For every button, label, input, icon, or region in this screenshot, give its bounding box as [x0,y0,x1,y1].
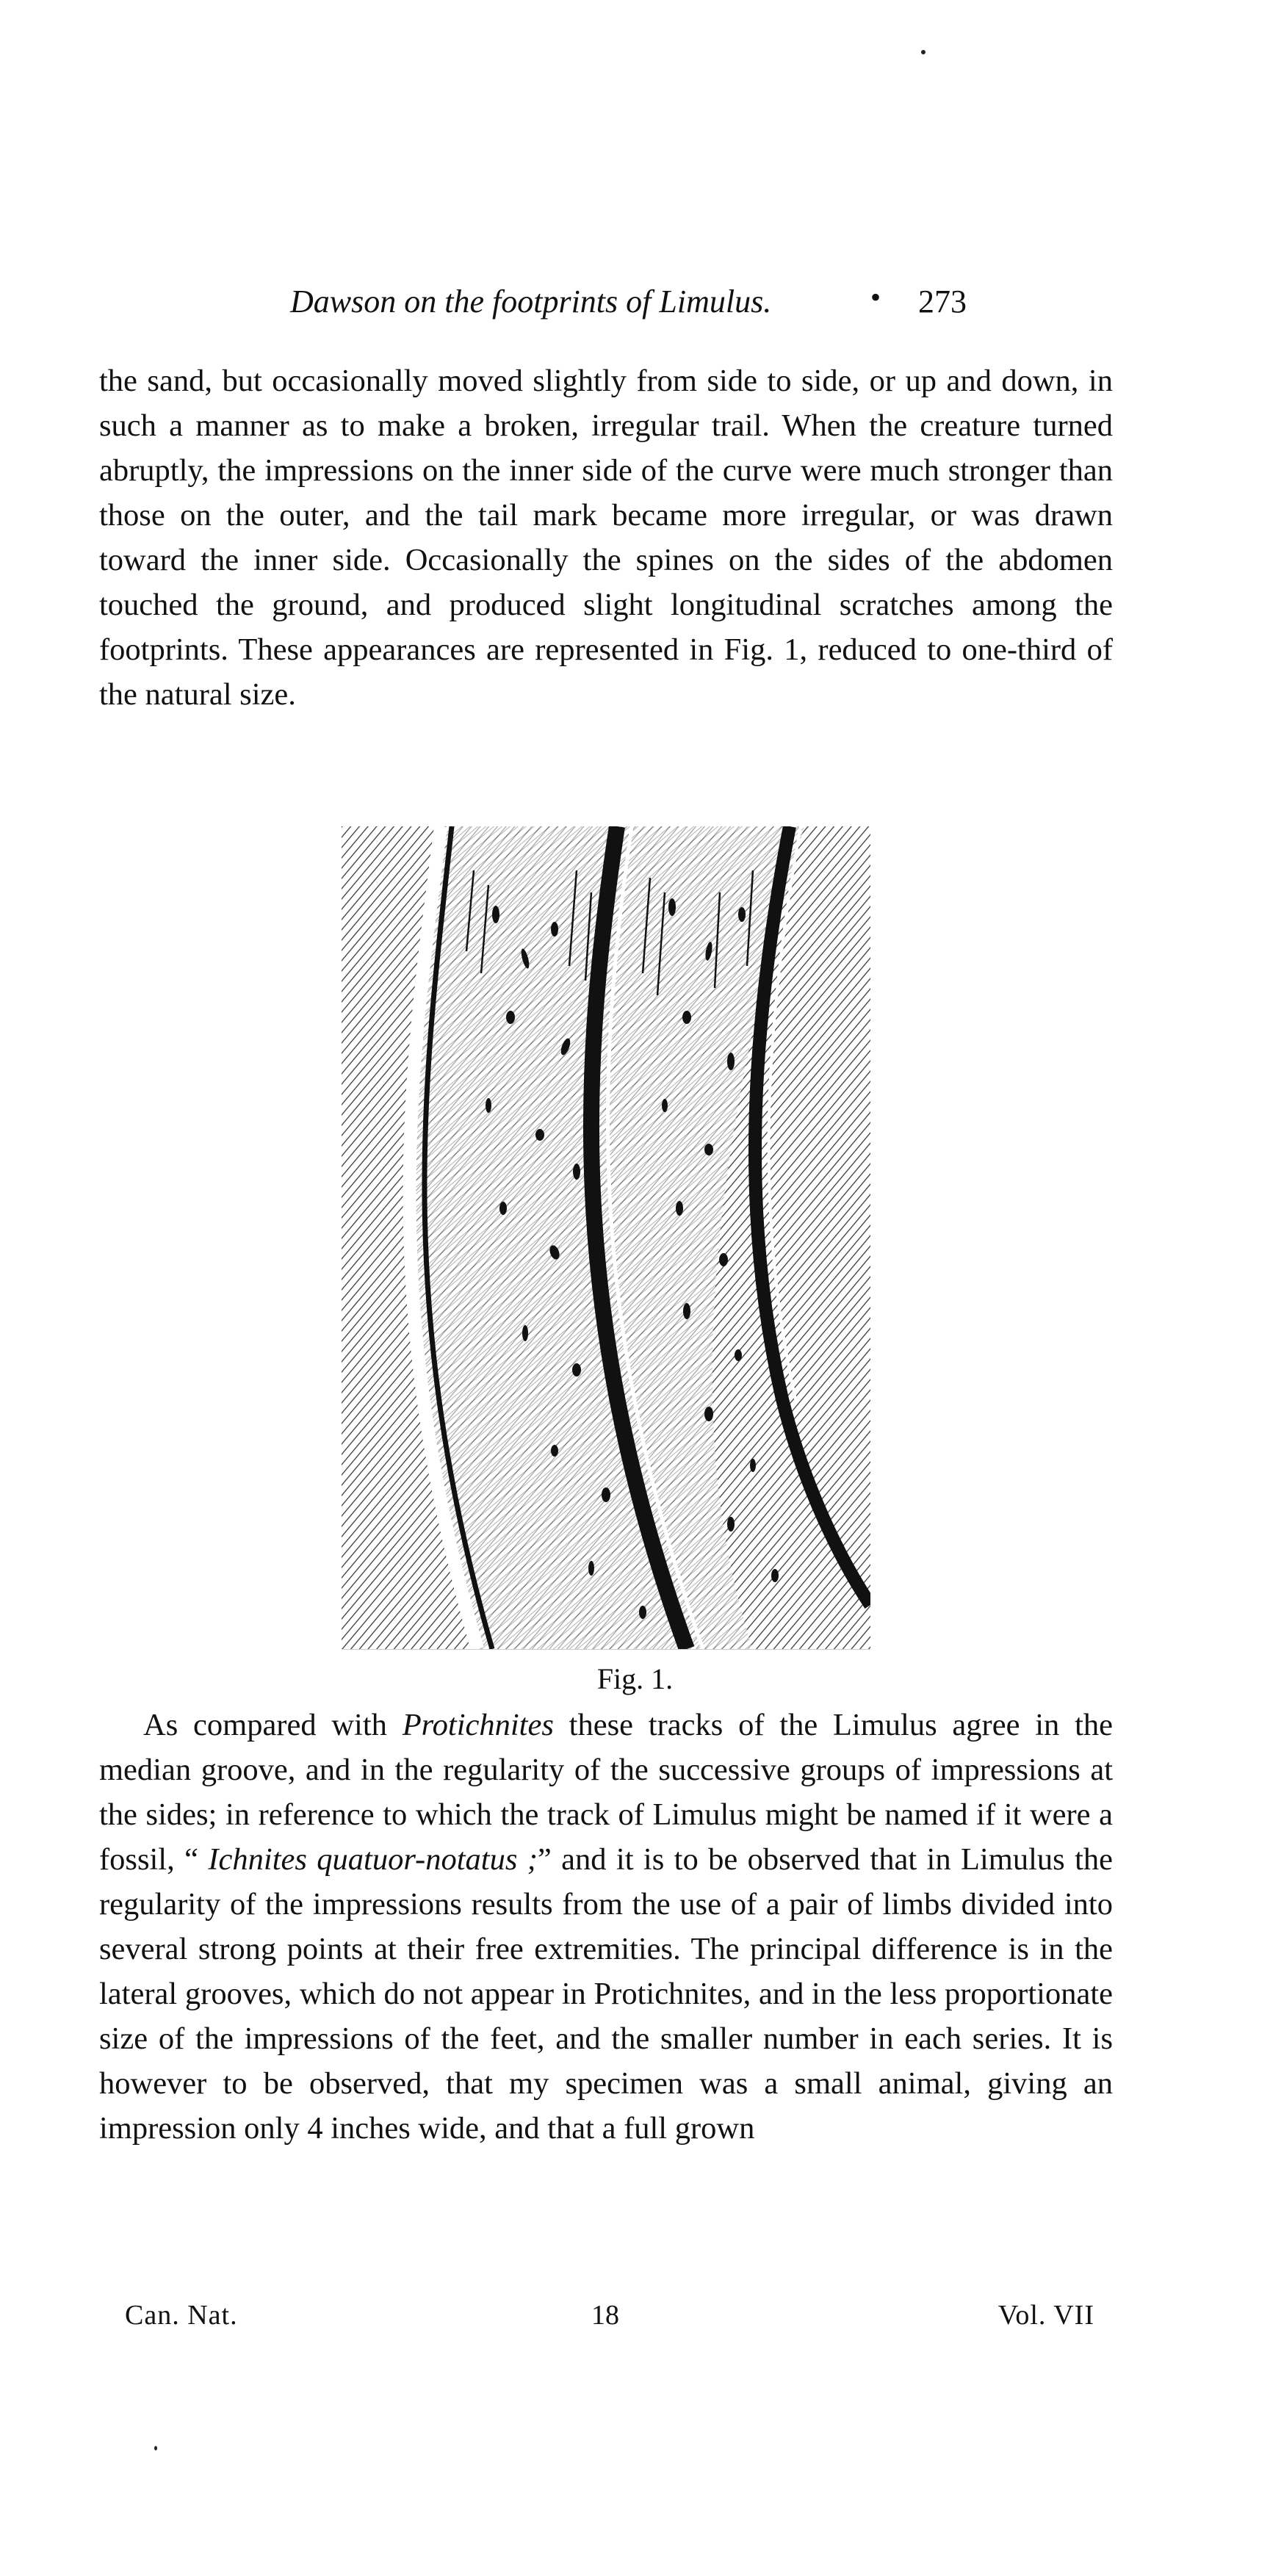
proposed-name-italic: Ichnites quatuor-notatus ; [208,1842,538,1877]
footer-signature: 18 [591,2300,619,2331]
genus-name-italic: Protichnites [402,1708,554,1742]
footer-journal: Can. Nat. [125,2300,238,2331]
running-head-bullet: • [870,281,881,314]
paragraph-text: ” and it is to be observed that in Limulus the regularity of the impressions results from the use of a pair of limbs divided into several strong points at their free extremities. The principal difference is in the lateral grooves, which do not appear in Protichnites, and in the less proportionate size of the impressions of the feet, and the smaller number in each series. It is however to be observed, that my specimen was a small animal, giving an impression only 4 inches wide, and that a full grown [99,1842,1113,2146]
page-number: 273 [918,284,967,320]
figure-caption: Fig. 1. [596,1662,674,1695]
body-paragraph-2 [99,1703,1113,2151]
print-speck [154,2446,157,2450]
paragraph-text: these tracks of the Limulus agree in the median groove, and in the regularity of the successive groups of impressions at the sides; in reference to which the track of Limulus might be named if it were a fossil, “ [99,1708,1113,1877]
paragraph-text: As compared with [143,1708,403,1742]
footer-volume: Vol. VII [997,2300,1094,2331]
running-head-title: Dawson on the footprints of Limulus. [290,284,772,320]
footprint-engraving [342,826,870,1650]
running-head [99,283,1128,327]
page-footer [125,2299,1094,2343]
limulus-track-illustration [342,826,870,1649]
body-paragraph-1: the sand, but occasionally moved slightly from side to side, or up and down, in such a manner as to make a broken, irregular trail. When the creature turned abruptly, the impressions on the inner side of the curve were much stronger than those on the outer, and the tail mark became more irregular, or was drawn toward the inner side. Occasionally the spines on the sides of the abdomen touched the ground, and produced slight longitudinal scratches among the footprints. These appearances are represented in Fig. 1, reduced to one-third of the natural size. [99,364,1113,712]
print-speck [921,50,926,54]
